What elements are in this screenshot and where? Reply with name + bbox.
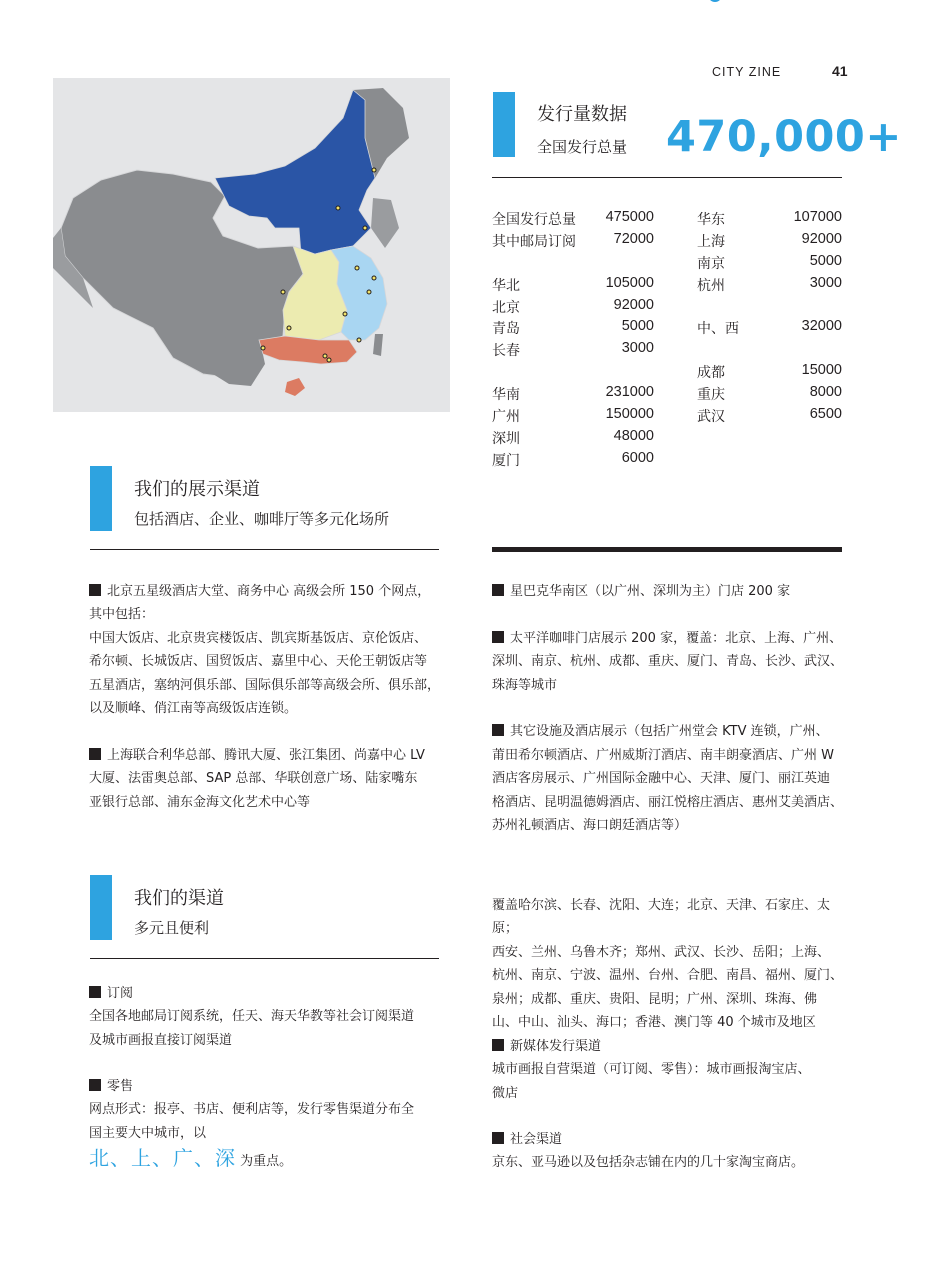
square-bullet-icon (89, 748, 101, 760)
stat-label: 成都 (697, 365, 725, 382)
stat-row (697, 340, 842, 362)
stat-label: 华东 (697, 212, 725, 228)
stat-row (697, 209, 842, 231)
coverage-text (492, 894, 846, 1034)
stat-value: 92000 (613, 296, 654, 313)
stat-row (492, 253, 654, 275)
text-line: 以及顺峰、俏江南等高级饭店连锁。 (89, 701, 298, 717)
text-line: 亚银行总部、浦东金海文化艺术中心等 (89, 794, 311, 810)
stat-row (697, 253, 842, 275)
page-number: 41 (832, 63, 848, 79)
text-line: 太平洋咖啡门店展示 200 家，覆盖：北京、上海、广州、 (492, 627, 846, 650)
circulation-total-label: 全国发行总量 (537, 138, 628, 156)
stat-row (492, 362, 654, 384)
retail-highlight-cities: 北、上、广、深 (89, 1146, 236, 1171)
square-bullet-icon (89, 1079, 101, 1091)
newmedia-block (492, 1035, 846, 1105)
circulation-title: 发行量数据 (537, 104, 627, 125)
stat-row (697, 318, 842, 340)
stat-row (492, 406, 654, 428)
display-thick-rule (492, 547, 842, 552)
display-left-text (89, 580, 445, 814)
paragraph-spacer (89, 720, 445, 743)
text-line: 希尔顿、长城饭店、国贸饭店、嘉里中心、天伦王朝饭店等 (89, 654, 428, 670)
display-right-text (492, 580, 846, 837)
stat-row (697, 362, 842, 384)
channels-title: 我们的渠道 (134, 888, 224, 909)
display-rule (90, 549, 439, 550)
stat-label: 上海 (697, 233, 725, 250)
stat-label: 其中邮局订阅 (492, 233, 576, 250)
text-line: 酒店客房展示、广州国际金融中心、天津、厦门、丽江英迪 (492, 771, 831, 787)
newmedia-line: 微店 (492, 1085, 519, 1101)
square-bullet-icon (89, 986, 101, 998)
stat-row (492, 428, 654, 450)
circulation-accent-bar (493, 92, 515, 157)
text-line: 深圳、南京、杭州、成都、重庆、厦门、青岛、长沙、武汉、 (492, 654, 844, 670)
subscription-line: 全国各地邮局订阅系统，任天、海天华教等社会订阅渠道 (89, 1009, 415, 1025)
stat-row (492, 318, 654, 340)
circulation-rule (492, 177, 842, 178)
display-title: 我们的展示渠道 (134, 479, 260, 500)
text-line: 其中包括： (89, 607, 155, 623)
retail-line: 网点形式：报亭、书店、便利店等，发行零售渠道分布全 (89, 1102, 415, 1118)
stat-label: 全国发行总量 (492, 212, 576, 228)
stat-value: 105000 (605, 274, 654, 291)
social-line: 京东、亚马逊以及包括杂志铺在内的几十家淘宝商店。 (492, 1155, 805, 1171)
circulation-total-value: 470,000+ (666, 112, 902, 162)
channels-subtitle: 多元且便利 (134, 919, 210, 937)
stat-label: 南京 (697, 255, 725, 272)
stat-value: 5000 (809, 252, 842, 269)
channels-accent-bar (90, 875, 112, 940)
map-north-region (215, 90, 375, 254)
stat-label: 青岛 (492, 321, 520, 338)
channels-rule (90, 958, 439, 959)
text-line: 苏州礼顿酒店、海口朗廷酒店等） (492, 818, 688, 834)
paragraph-spacer (492, 697, 846, 720)
retail-tail: 为重点。 (240, 1154, 293, 1170)
stat-label: 北京 (492, 299, 520, 316)
magazine-name: CITY ZINE (712, 65, 782, 79)
text-line: 覆盖哈尔滨、长春、沈阳、大连；北京、天津、石家庄、太原； (492, 898, 831, 937)
map-south-region (259, 336, 357, 364)
subscription-line: 及城市画报直接订阅渠道 (89, 1032, 233, 1048)
text-line: 西安、兰州、乌鲁木齐；郑州、武汉、长沙、岳阳；上海、 (492, 944, 831, 960)
stat-label: 广州 (492, 409, 520, 426)
paragraph-spacer (492, 603, 846, 626)
display-subtitle: 包括酒店、企业、咖啡厅等多元化场所 (134, 510, 390, 528)
stat-value: 6000 (621, 449, 654, 466)
map-hainan (285, 378, 305, 396)
text-line: 上海联合利华总部、腾讯大厦、张江集团、尚嘉中心 LV (89, 744, 445, 767)
stat-row (697, 275, 842, 297)
stat-value: 32000 (801, 318, 842, 335)
stat-row (697, 384, 842, 406)
square-bullet-icon (492, 1039, 504, 1051)
stat-label: 长春 (492, 343, 520, 360)
top-accent (708, 0, 722, 2)
stat-value: 48000 (613, 427, 654, 444)
retail-focus-line (89, 1147, 445, 1173)
stat-value: 6500 (809, 406, 842, 423)
square-bullet-icon (492, 724, 504, 736)
newmedia-line: 城市画报自营渠道（可订阅、零售）：城市画报淘宝店、 (492, 1062, 811, 1078)
stat-row (492, 209, 654, 231)
text-line: 山、中山、汕头、海口；香港、澳门等 40 个城市及地区 (492, 1015, 816, 1031)
newmedia-heading: 新媒体发行渠道 (492, 1035, 846, 1058)
stat-value: 92000 (801, 230, 842, 247)
retail-block (89, 1075, 445, 1174)
retail-heading: 零售 (89, 1075, 445, 1098)
stat-row (492, 340, 654, 362)
china-map (53, 78, 450, 412)
stat-label: 华南 (492, 387, 520, 404)
square-bullet-icon (492, 1132, 504, 1144)
text-line: 杭州、南京、宁波、温州、台州、合肥、南昌、福州、厦门、 (492, 968, 844, 984)
stat-label: 重庆 (697, 387, 725, 404)
text-line: 其它设施及酒店展示（包括广州堂会 KTV 连锁，广州、 (492, 720, 846, 743)
stat-value: 15000 (801, 362, 842, 379)
social-heading: 社会渠道 (492, 1128, 846, 1151)
square-bullet-icon (492, 584, 504, 596)
stat-label: 华北 (492, 277, 520, 294)
text-line: 中国大饭店、北京贵宾楼饭店、凯宾斯基饭店、京伦饭店、 (89, 630, 428, 646)
stat-value: 8000 (809, 384, 842, 401)
stat-value: 3000 (621, 340, 654, 357)
stat-row (492, 275, 654, 297)
stat-label: 武汉 (697, 409, 725, 426)
stat-label: 深圳 (492, 430, 520, 447)
stats-left-column (492, 209, 654, 472)
stat-row (697, 406, 842, 428)
stat-row (697, 297, 842, 319)
stat-value: 150000 (605, 406, 654, 423)
stat-label: 中、西 (697, 321, 739, 338)
stat-row (492, 297, 654, 319)
stat-value: 72000 (613, 230, 654, 247)
stats-right-column (697, 209, 842, 428)
stat-row (492, 384, 654, 406)
text-line: 莆田希尔顿酒店、广州威斯汀酒店、南丰朗豪酒店、广州 W (492, 747, 834, 763)
text-line: 泉州；成都、重庆、贵阳、昆明；广州、深圳、珠海、佛 (492, 991, 818, 1007)
stat-row (492, 231, 654, 253)
map-gray-korea (371, 198, 399, 248)
text-line: 五星酒店，塞纳河俱乐部、国际俱乐部等高级会所、俱乐部， (89, 677, 441, 693)
stat-value: 475000 (605, 209, 654, 225)
stat-value: 231000 (605, 384, 654, 401)
stat-row (492, 450, 654, 472)
stat-row (697, 231, 842, 253)
text-line: 格酒店、昆明温德姆酒店、丽江悦榕庄酒店、惠州艾美酒店、 (492, 794, 844, 810)
text-line: 北京五星级酒店大堂、商务中心 高级会所 150 个网点， (89, 580, 445, 603)
stat-label: 杭州 (697, 277, 725, 294)
stat-label: 厦门 (492, 452, 520, 469)
stat-value: 3000 (809, 274, 842, 291)
stat-value: 5000 (621, 318, 654, 335)
stat-value: 107000 (793, 209, 842, 225)
subscription-heading: 订阅 (89, 982, 445, 1005)
square-bullet-icon (89, 584, 101, 596)
text-line: 珠海等城市 (492, 677, 558, 693)
retail-line: 国主要大中城市，以 (89, 1125, 207, 1141)
text-line: 大厦、法雷奥总部、SAP 总部、华联创意广场、陆家嘴东 (89, 771, 418, 787)
subscription-block (89, 982, 445, 1052)
social-block (492, 1128, 846, 1175)
display-accent-bar (90, 466, 112, 531)
square-bullet-icon (492, 631, 504, 643)
text-line: 星巴克华南区（以广州、深圳为主）门店 200 家 (492, 580, 846, 603)
map-taiwan (373, 334, 383, 356)
